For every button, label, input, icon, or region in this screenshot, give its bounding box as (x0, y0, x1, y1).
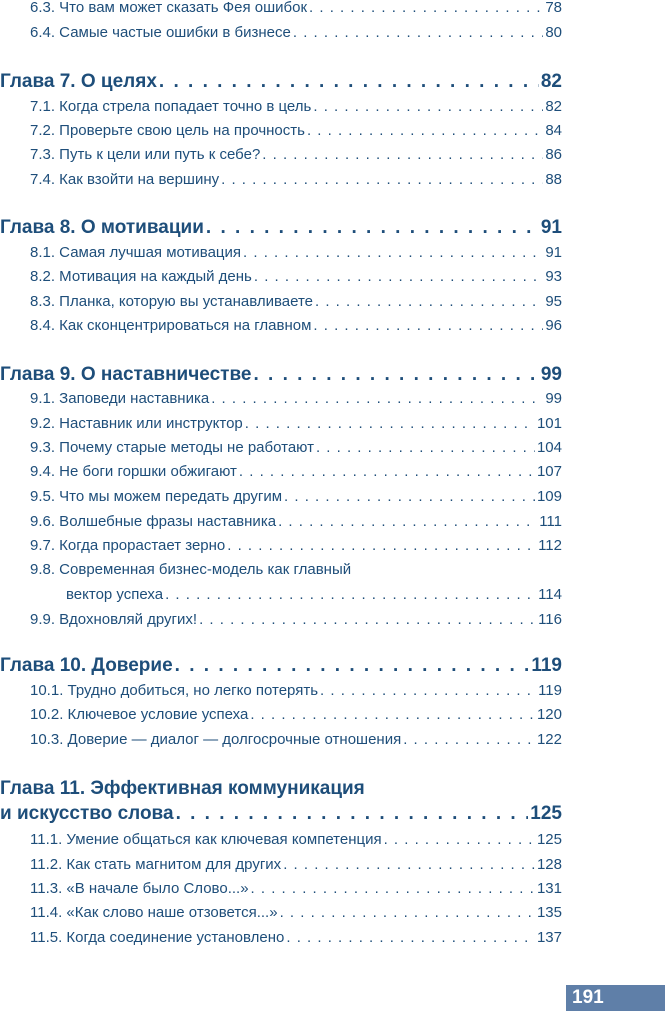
section-title: 11.4. «Как слово наше отзовется...» (30, 904, 278, 921)
toc-section-entry[interactable] (30, 145, 562, 165)
section-title: 10.2. Ключевое условие успеха (30, 706, 249, 723)
chapter-title: Глава 10. Доверие (0, 655, 173, 676)
leader-dots (165, 585, 536, 605)
section-title: 9.3. Почему старые методы не работают (30, 439, 314, 456)
leader-dots (253, 363, 538, 387)
page-ref: 88 (545, 171, 562, 188)
chapter-title: Глава 8. О мотивации (0, 217, 204, 238)
section-title: 11.1. Умение общаться как ключевая компетенция (30, 831, 382, 848)
leader-dots (211, 389, 543, 409)
page-ref: 99 (540, 364, 562, 385)
leader-dots (243, 243, 543, 263)
toc-section-entry[interactable] (30, 267, 562, 287)
leader-dots (313, 97, 543, 117)
leader-dots (278, 512, 537, 532)
section-title: 9.2. Наставник или инструктор (30, 415, 243, 432)
leader-dots (293, 23, 543, 43)
leader-dots (403, 730, 535, 750)
toc-section-entry[interactable] (30, 830, 562, 850)
leader-dots (175, 654, 530, 678)
page-ref: 82 (545, 98, 562, 115)
page-ref: 112 (538, 537, 562, 554)
toc-section-entry[interactable] (30, 316, 562, 336)
toc-section-entry[interactable] (30, 903, 562, 923)
leader-dots (286, 928, 535, 948)
toc-section-entry[interactable] (30, 121, 562, 141)
chapter-title: Глава 11. Эффективная коммуникация (0, 778, 365, 799)
toc-section-entry[interactable] (30, 536, 562, 556)
page-ref: 119 (531, 655, 562, 676)
leader-dots (206, 216, 539, 240)
section-title: 9.6. Волшебные фразы наставника (30, 513, 277, 530)
toc-section-entry[interactable] (30, 97, 562, 117)
toc-section-entry[interactable] (30, 23, 562, 43)
toc-section-entry[interactable] (30, 610, 562, 630)
section-title: 10.3. Доверие — диалог — долгосрочные отношения (30, 731, 402, 748)
page-ref: 107 (536, 463, 562, 480)
section-title: 9.8. Современная бизнес-модель как главный (30, 561, 352, 578)
leader-dots (176, 802, 529, 826)
leader-dots (280, 903, 535, 923)
leader-dots (316, 438, 535, 458)
toc-section-entry[interactable] (30, 705, 562, 725)
toc-section-entry[interactable] (30, 928, 562, 948)
toc-chapter-entry[interactable] (0, 216, 562, 240)
leader-dots (250, 705, 535, 725)
section-title: 8.3. Планка, которую вы устанавливаете (30, 293, 314, 310)
toc-chapter-entry[interactable] (0, 70, 562, 94)
toc-section-entry[interactable] (30, 389, 562, 409)
section-title: 9.7. Когда прорастает зерно (30, 537, 226, 554)
leader-dots (221, 170, 543, 190)
page-ref: 119 (538, 682, 562, 699)
toc-section-entry[interactable] (30, 438, 562, 458)
chapter-title: Глава 9. О наставничестве (0, 364, 252, 385)
leader-dots (254, 267, 543, 287)
section-title: 7.1. Когда стрела попадает точно в цель (30, 98, 312, 115)
leader-dots (199, 610, 536, 630)
leader-dots (309, 0, 543, 18)
page-ref: 125 (536, 831, 562, 848)
leader-dots (307, 121, 543, 141)
page-ref: 101 (536, 415, 562, 432)
leader-dots (239, 462, 535, 482)
page-ref: 116 (538, 611, 562, 628)
toc-chapter-entry[interactable] (0, 802, 562, 826)
toc-section-entry[interactable] (30, 292, 562, 312)
page-ref: 95 (545, 293, 562, 310)
section-title: 11.2. Как стать магнитом для других (30, 856, 282, 873)
toc-section-entry[interactable] (30, 512, 562, 532)
leader-dots (251, 879, 535, 899)
page-ref: 80 (545, 24, 562, 41)
toc-section-entry[interactable] (30, 243, 562, 263)
section-title: 8.2. Мотивация на каждый день (30, 268, 252, 285)
leader-dots (283, 855, 535, 875)
section-title: 6.3. Что вам может сказать Фея ошибок (30, 0, 308, 16)
page-ref: 93 (545, 268, 562, 285)
leader-dots (159, 70, 539, 94)
section-title: 8.4. Как сконцентрироваться на главном (30, 317, 312, 334)
leader-dots (315, 292, 543, 312)
section-title: 9.1. Заповеди наставника (30, 390, 210, 407)
chapter-title-continuation: и искусство слова (0, 803, 174, 824)
toc-chapter-entry[interactable] (0, 363, 562, 387)
toc-section-entry[interactable] (30, 681, 562, 701)
page-ref: 111 (539, 513, 562, 530)
page-ref: 125 (530, 803, 562, 824)
page-ref: 128 (536, 856, 562, 873)
page-ref: 137 (536, 929, 562, 946)
page-ref: 82 (540, 71, 562, 92)
leader-dots (245, 414, 535, 434)
page-ref: 86 (545, 146, 562, 163)
chapter-title: Глава 7. О целях (0, 71, 157, 92)
section-title: 10.1. Трудно добиться, но легко потерять (30, 682, 319, 699)
page-number: 191 (566, 985, 665, 1011)
leader-dots (227, 536, 536, 556)
page-ref: 120 (536, 706, 562, 723)
toc-section-entry[interactable] (30, 414, 562, 434)
section-title: 7.3. Путь к цели или путь к себе? (30, 146, 261, 163)
section-title: 7.4. Как взойти на вершину (30, 171, 220, 188)
toc-section-entry[interactable] (30, 170, 562, 190)
page-ref: 99 (545, 390, 562, 407)
page-ref: 114 (538, 586, 562, 603)
page-ref: 131 (536, 880, 562, 897)
leader-dots (262, 145, 543, 165)
page-ref: 96 (545, 317, 562, 334)
section-title: 9.4. Не боги горшки обжигают (30, 463, 237, 480)
toc-section-entry[interactable] (30, 855, 562, 875)
section-title: 11.5. Когда соединение установлено (30, 929, 285, 946)
section-title: 6.4. Самые частые ошибки в бизнесе (30, 24, 291, 41)
leader-dots (384, 830, 535, 850)
section-title: 9.5. Что мы можем передать другим (30, 488, 283, 505)
page-ref: 109 (536, 488, 562, 505)
toc-section-entry[interactable] (30, 462, 562, 482)
section-title: 11.3. «В начале было Слово...» (30, 880, 249, 897)
toc-section-entry[interactable] (30, 730, 562, 750)
toc-section-entry[interactable] (30, 879, 562, 899)
page-ref: 104 (536, 439, 562, 456)
toc-section-entry[interactable] (66, 585, 562, 605)
section-title: 9.9. Вдохновляй других! (30, 611, 198, 628)
page-ref: 122 (536, 731, 562, 748)
section-title-continuation: вектор успеха (66, 586, 164, 603)
section-title: 7.2. Проверьте свою цель на прочность (30, 122, 305, 139)
toc-chapter-entry[interactable] (0, 654, 562, 678)
leader-dots (313, 316, 543, 336)
section-title: 8.1. Самая лучшая мотивация (30, 244, 242, 261)
toc-section-entry[interactable] (30, 487, 562, 507)
page-ref: 84 (545, 122, 562, 139)
page-ref: 78 (545, 0, 562, 16)
toc-section-entry[interactable] (30, 0, 562, 18)
page-ref: 135 (536, 904, 562, 921)
page-ref: 91 (540, 217, 562, 238)
page-ref: 91 (545, 244, 562, 261)
leader-dots (284, 487, 535, 507)
leader-dots (320, 681, 536, 701)
